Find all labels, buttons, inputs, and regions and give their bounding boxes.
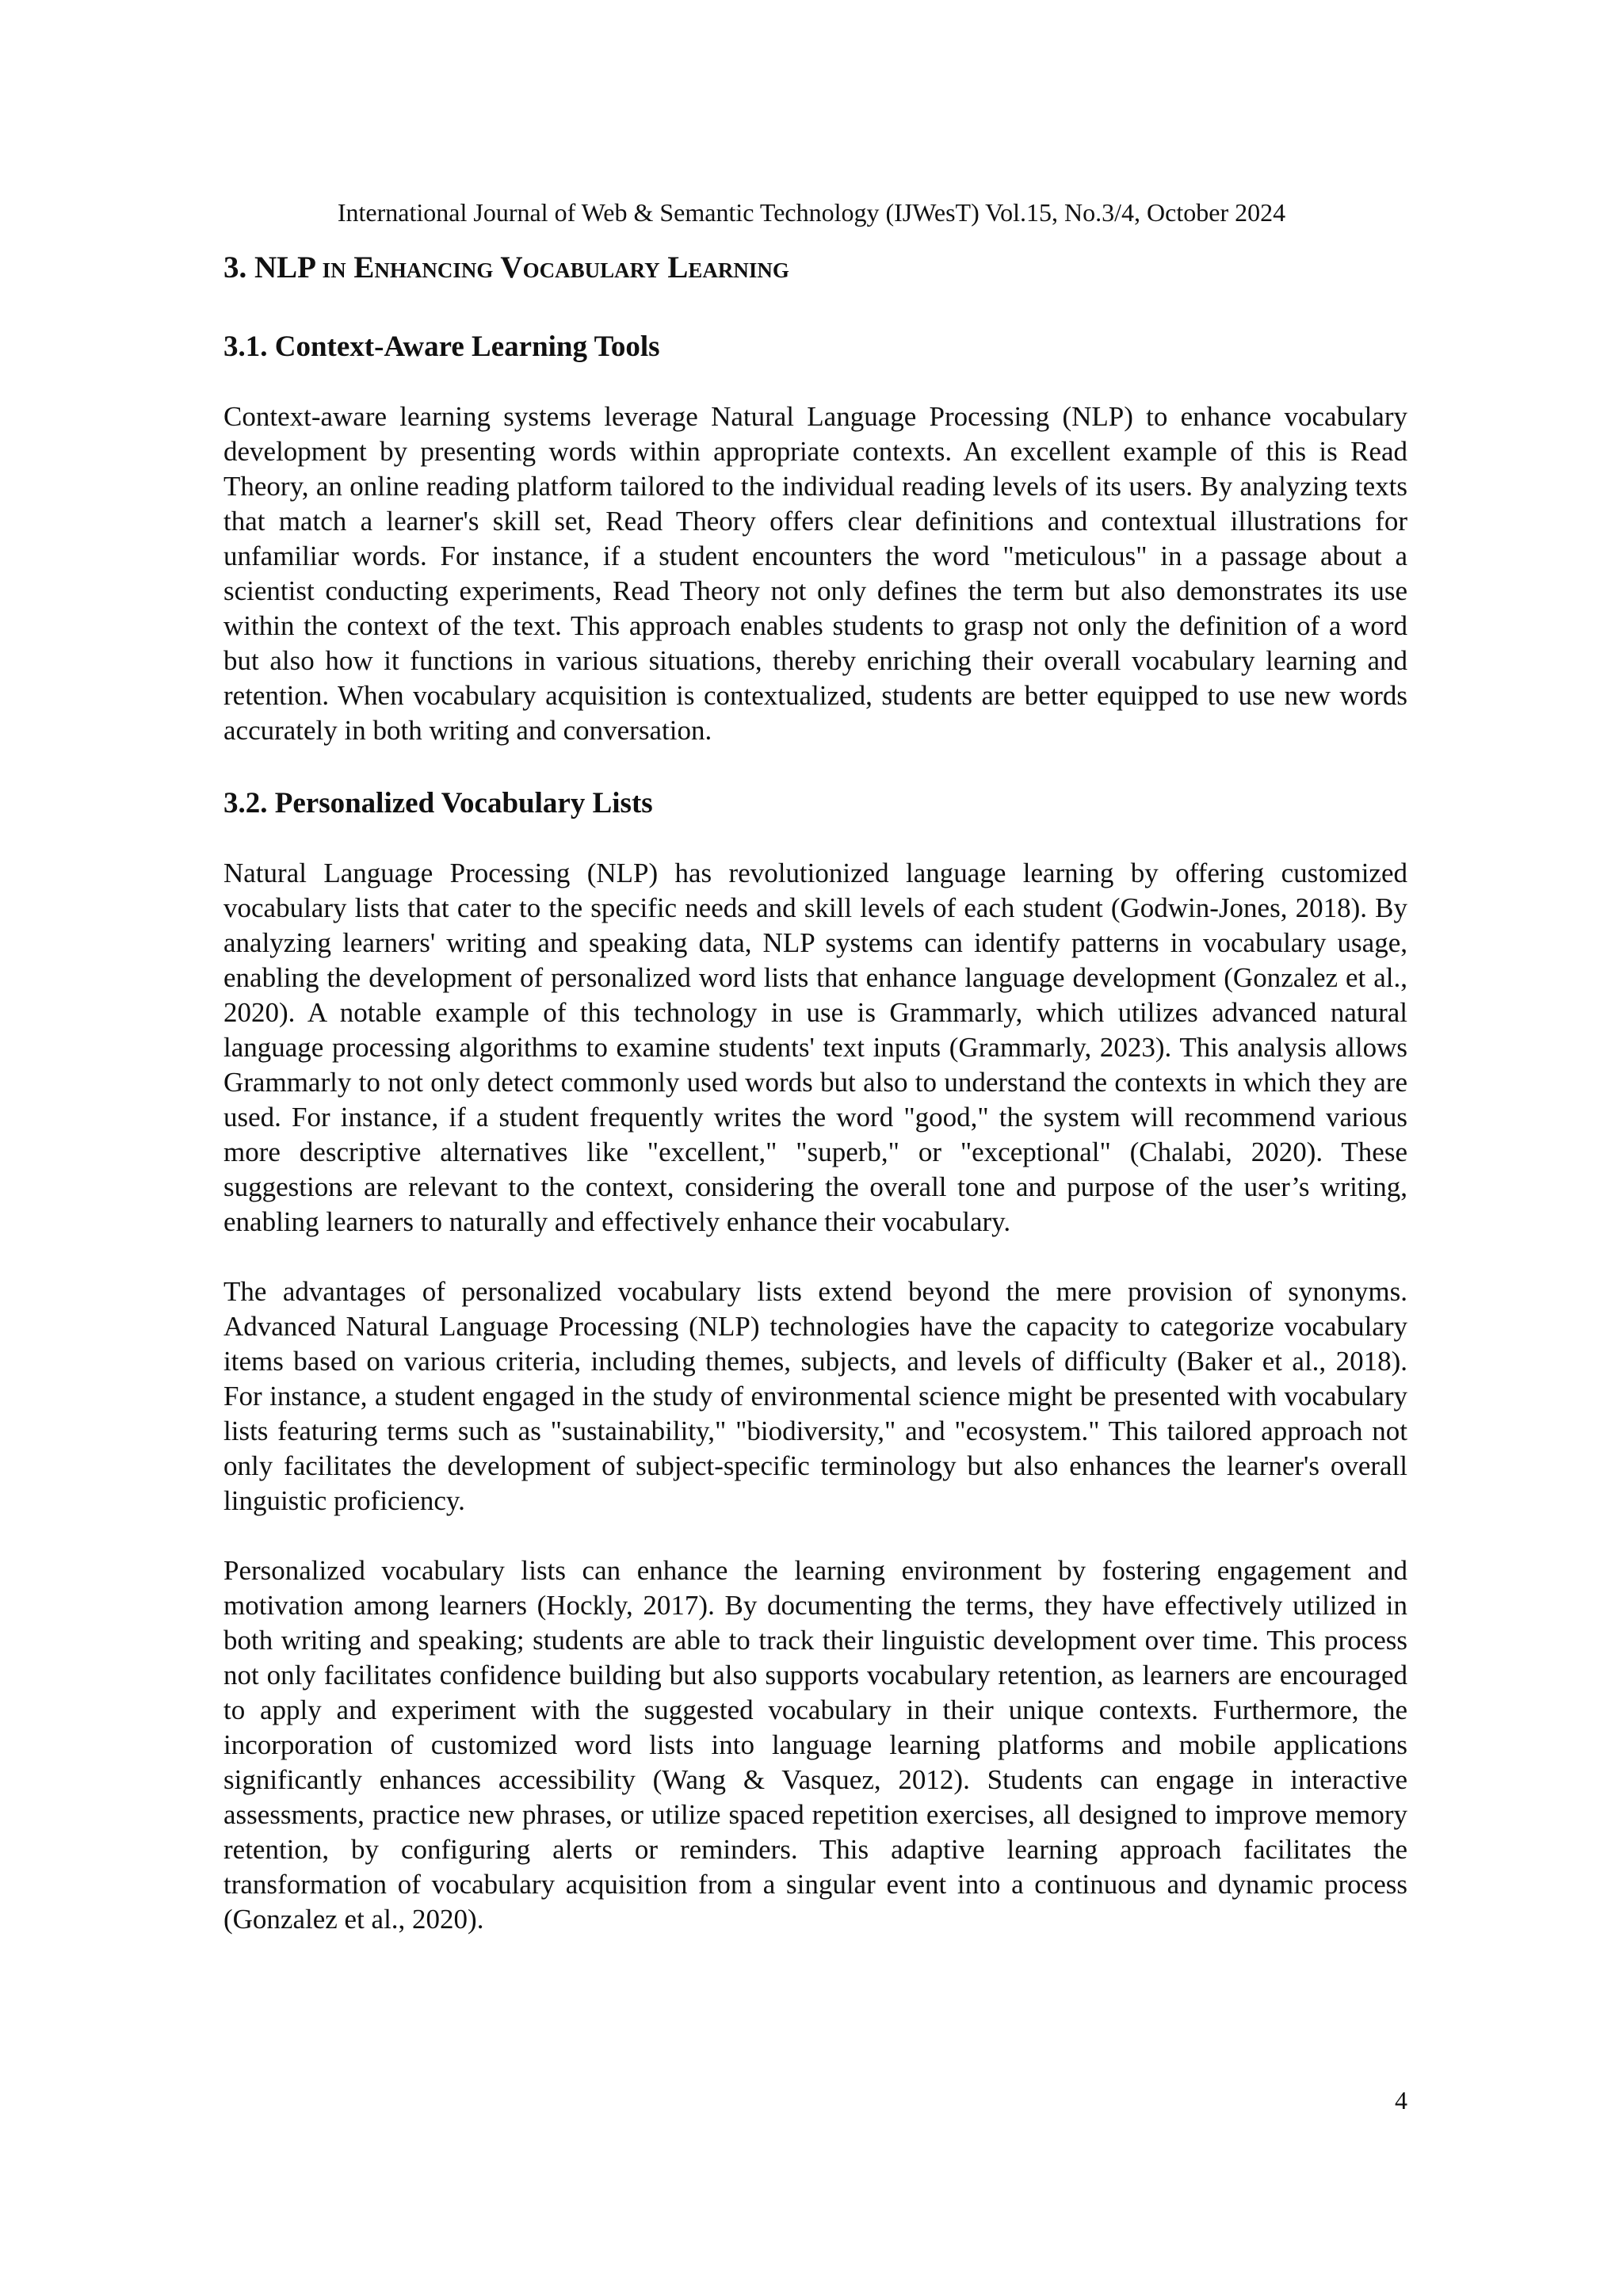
page-number: 4 (1395, 2086, 1407, 2115)
page-body (223, 246, 1407, 1972)
paragraph-context-aware: Context-aware learning systems leverage Natural Language Processing (NLP) to enhance vocabulary development by presenting words within appropriate contexts. An excellent example of this is Read Theory, an online reading platform tailored to the individual reading levels of its users. By analyzing texts that match a learner's skill set, Read Theory offers clear definitions and contextual illustrations for unfamiliar words. For instance, if a student encounters the word "meticulous" in a passage about a scientist conducting experiments, Read Theory not only defines the term but also demonstrates its use within the context of the text. This approach enables students to grasp not only the definition of a word but also how it functions in various situations, thereby enriching their overall vocabulary learning and retention. When vocabulary acquisition is contextualized, students are better equipped to use new words accurately in both writing and conversation. (223, 401, 1407, 746)
paragraph-personalized-2: The advantages of personalized vocabulary lists extend beyond the mere provision of synonyms. Advanced Natural Language Processing (NLP) technologies have the capacity to categorize vocabulary items based on various criteria, including themes, subjects, and levels of difficulty (Baker et al., 2018). For instance, a student engaged in the study of environmental science might be presented with vocabulary lists featuring terms such as "sustainability," "biodiversity," and "ecosystem." This tailored approach not only facilitates the development of subject-specific terminology but also enhances the learner's overall linguistic proficiency. (223, 1276, 1407, 1516)
paragraph-personalized-1: Natural Language Processing (NLP) has revolutionized language learning by offering customized vocabulary lists that cater to the specific needs and skill levels of each student (Godwin-Jones, 2018). By analyzing learners' writing and speaking data, NLP systems can identify patterns in vocabulary usage, enabling the development of personalized word lists that enhance language development (Gonzalez et al., 2020). A notable example of this technology in use is Grammarly, which utilizes advanced natural language processing algorithms to examine students' text inputs (Grammarly, 2023). This analysis allows Grammarly to not only detect commonly used words but also to understand the contexts in which they are used. For instance, if a student frequently writes the word "good," the system will recommend various more descriptive alternatives like "excellent," "superb," or "exceptional" (Chalabi, 2020). These suggestions are relevant to the context, considering the overall tone and purpose of the user’s writing, enabling learners to naturally and effectively enhance their vocabulary. (223, 858, 1407, 1237)
section-title: 3. NLP in Enhancing Vocabulary Learning (223, 250, 789, 285)
subsection-title-personalized-lists: 3.2. Personalized Vocabulary Lists (223, 787, 653, 819)
paragraph-personalized-3: Personalized vocabulary lists can enhance the learning environment by fostering engagement and motivation among learners (Hockly, 2017). By documenting the terms, they have effectively utilized in both writing and speaking; students are able to track their linguistic development over time. This process not only facilitates confidence building but also supports vocabulary retention, as learners are encouraged to apply and experiment with the suggested vocabulary in their unique contexts. Furthermore, the incorporation of customized word lists into language learning platforms and mobile applications significantly enhances accessibility (Wang & Vasquez, 2012). Students can engage in interactive assessments, practice new phrases, or utilize spaced repetition exercises, all designed to improve memory retention, by configuring alerts or reminders. This adaptive learning approach facilitates the transformation of vocabulary acquisition from a singular event into a continuous and dynamic process (Gonzalez et al., 2020). (223, 1555, 1407, 1935)
running-header: International Journal of Web & Semantic Technology (IJWesT) Vol.15, No.3/4, October 2024 (337, 198, 1286, 227)
subsection-title-context-aware: 3.1. Context-Aware Learning Tools (223, 330, 660, 363)
